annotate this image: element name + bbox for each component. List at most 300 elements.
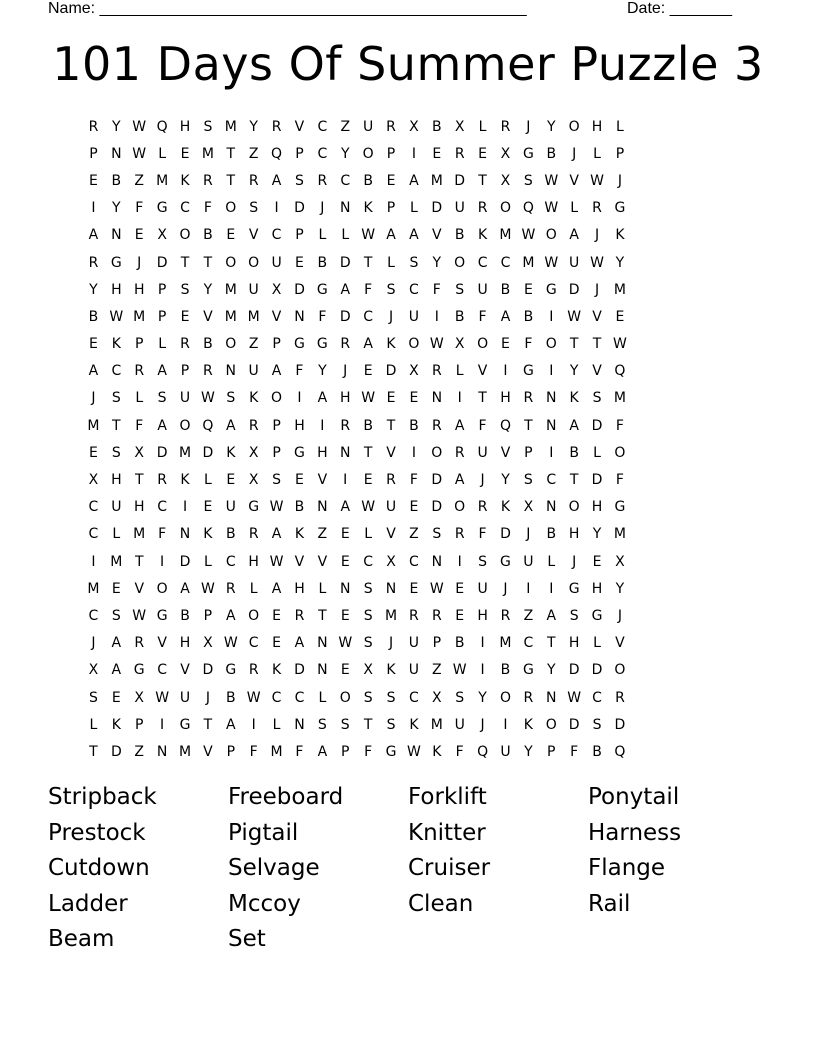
grid-letter: X [248,444,259,461]
grid-letter: P [524,444,533,461]
grid-letter: F [295,363,304,380]
grid-letter: D [110,743,122,760]
grid-letter: D [568,281,580,298]
grid-letter: V [592,308,602,325]
grid-letter: T [569,336,579,353]
grid-letter: S [455,281,465,298]
grid-letter: E [272,635,281,652]
grid-letter: L [318,689,327,706]
grid-letter: F [478,308,487,325]
grid-letter: R [248,417,259,434]
grid-row [82,249,742,276]
grid-letter: U [500,743,511,760]
grid-letter: R [592,200,602,217]
grid-letter: V [248,227,259,244]
grid-letter: A [454,472,465,489]
grid-letter: Z [248,145,259,162]
grid-letter: U [454,200,465,217]
grid-letter: C [363,308,374,325]
grid-letter: G [591,607,603,624]
grid-letter: V [134,580,145,597]
grid-letter: X [409,363,419,380]
grid-letter: D [339,254,351,271]
grid-letter: I [480,662,485,679]
grid-letter: H [294,417,305,434]
grid-letter: I [480,635,485,652]
grid-letter: E [386,390,396,407]
grid-letter: N [111,145,122,162]
grid-letter: E [134,227,144,244]
grid-letter: T [478,172,487,189]
grid-letter: J [91,635,96,652]
grid-row [82,195,742,222]
word-list-item: Cutdown [48,855,150,882]
grid-letter: R [500,118,511,135]
grid-letter: N [111,227,122,244]
grid-letter: V [180,662,190,679]
grid-letter: E [89,172,98,189]
grid-letter: W [200,580,215,597]
grid-letter: S [386,716,396,733]
grid-letter: P [547,743,556,760]
grid-letter: N [294,308,305,325]
grid-letter: Z [317,526,328,543]
grid-letter: R [271,118,282,135]
grid-letter: P [272,336,281,353]
grid-letter: L [272,716,281,733]
grid-letter: K [432,743,442,760]
word-list-item: Cruiser [408,855,491,882]
grid-letter: V [592,363,602,380]
grid-letter: F [570,743,579,760]
grid-letter: S [157,390,167,407]
grid-letter: M [110,553,123,570]
grid-letter: B [363,417,373,434]
grid-letter: X [248,472,259,489]
grid-letter: N [156,743,168,760]
grid-letter: S [111,444,121,461]
grid-letter: K [271,662,282,679]
grid-letter: J [205,689,210,706]
grid-letter: L [318,227,327,244]
grid-letter: R [225,580,236,597]
grid-letter: G [522,363,534,380]
grid-letter: Y [112,118,121,135]
grid-letter: K [249,390,259,407]
grid-letter: Y [112,200,121,217]
grid-letter: Y [546,662,556,679]
grid-letter: S [363,635,373,652]
grid-letter: W [544,254,559,271]
grid-letter: Z [432,662,442,679]
grid-letter: Q [477,743,489,760]
grid-letter: O [454,254,466,271]
grid-letter: D [591,662,603,679]
grid-letter: Z [523,607,534,624]
grid-letter: K [203,526,213,543]
grid-letter: H [500,390,511,407]
name-field-label: Name: ________________________________________________ [48,0,527,17]
grid-letter: N [317,499,328,516]
grid-row [82,630,742,657]
grid-letter: O [225,200,237,217]
grid-letter: S [523,172,533,189]
grid-letter: L [158,145,167,162]
grid-letter: R [477,499,488,516]
grid-letter: H [111,472,122,489]
grid-letter: L [135,390,144,407]
grid-letter: W [200,390,215,407]
grid-letter: X [500,172,511,189]
grid-letter: X [134,689,145,706]
grid-letter: E [226,472,236,489]
grid-row [82,113,742,140]
grid-letter: I [411,145,416,162]
grid-row [82,521,742,548]
grid-letter: S [363,689,373,706]
grid-letter: R [500,607,511,624]
grid-letter: E [409,390,419,407]
grid-row [82,711,742,738]
grid-letter: P [157,308,167,325]
word-list-item: Ponytail [588,784,680,810]
grid-letter: T [546,635,556,652]
grid-letter: D [385,363,397,380]
grid-letter: S [272,472,282,489]
grid-letter: Z [134,743,145,760]
grid-letter: C [271,689,282,706]
grid-letter: J [320,200,325,217]
grid-letter: E [180,308,190,325]
grid-letter: C [180,200,190,217]
grid-letter: O [454,499,466,516]
grid-letter: L [203,553,212,570]
grid-letter: D [202,444,214,461]
grid-letter: O [248,607,260,624]
grid-row [82,385,742,412]
grid-letter: T [524,417,533,434]
grid-letter: H [248,553,259,570]
grid-letter: A [546,607,557,624]
grid-letter: L [410,200,418,217]
grid-letter: U [477,444,488,461]
grid-letter: U [477,580,488,597]
grid-letter: C [409,281,419,298]
grid-letter: W [361,499,376,516]
grid-letter: P [386,200,396,217]
grid-letter: M [499,227,512,244]
grid-letter: O [408,336,420,353]
grid-letter: Q [271,145,283,162]
grid-letter: I [160,553,165,570]
grid-letter: H [591,580,603,597]
grid-letter: A [317,743,328,760]
grid-letter: A [409,227,419,244]
grid-letter: C [271,227,282,244]
grid-letter: D [568,662,580,679]
grid-letter: E [363,363,373,380]
grid-letter: O [225,336,237,353]
grid-letter: G [545,281,557,298]
grid-letter: R [409,607,419,624]
grid-letter: P [226,743,236,760]
grid-letter: U [179,390,191,407]
grid-letter: D [431,200,443,217]
grid-letter: E [340,662,350,679]
grid-letter: V [271,308,282,325]
grid-letter: L [203,472,212,489]
grid-letter: B [88,308,99,325]
grid-letter: L [547,553,556,570]
grid-letter: N [431,390,443,407]
grid-letter: C [248,635,259,652]
grid-letter: L [89,716,98,733]
grid-letter: N [317,662,328,679]
grid-letter: F [615,472,624,489]
grid-letter: Q [614,363,626,380]
grid-row [82,412,742,439]
grid-letter: S [226,390,236,407]
grid-letter: S [111,390,121,407]
grid-letter: Z [340,118,351,135]
grid-letter: A [500,308,511,325]
grid-letter: R [615,689,625,706]
grid-letter: R [134,363,145,380]
grid-letter: C [523,635,534,652]
grid-letter: J [343,363,348,380]
word-list-item: Freeboard [228,784,344,810]
grid-letter: S [592,716,602,733]
grid-letter: U [408,635,420,652]
grid-letter: W [429,336,444,353]
word-list [48,780,768,958]
grid-letter: E [592,553,602,570]
grid-letter: Y [340,145,350,162]
grid-letter: B [225,689,236,706]
grid-letter: U [408,662,420,679]
grid-letter: W [590,254,604,271]
grid-letter: X [454,336,465,353]
grid-letter: J [137,254,142,271]
word-list-item: Harness [588,819,682,846]
grid-letter: G [500,553,511,570]
grid-letter: P [135,336,144,353]
grid-letter: N [179,526,191,543]
grid-letter: H [179,635,191,652]
grid-letter: U [111,499,122,516]
grid-letter: M [247,308,260,325]
grid-letter: B [500,281,511,298]
grid-letter: R [248,526,259,543]
grid-letter: T [180,254,190,271]
grid-letter: R [454,526,465,543]
grid-letter: Y [318,363,327,380]
grid-letter: V [500,444,511,461]
grid-letter: D [156,444,168,461]
grid-letter: O [545,336,557,353]
grid-letter: S [455,689,465,706]
grid-letter: X [88,472,99,489]
grid-letter: R [294,607,305,624]
grid-letter: O [499,689,511,706]
grid-letter: D [431,499,443,516]
grid-letter: A [363,336,373,353]
grid-row [82,738,742,765]
grid-letter: L [593,635,601,652]
grid-letter: J [526,118,531,135]
grid-letter: G [522,145,534,162]
grid-letter: Z [248,336,259,353]
grid-letter: N [546,417,557,434]
grid-letter: W [544,200,559,217]
grid-letter: K [363,200,373,217]
grid-letter: V [157,635,167,652]
grid-letter: A [226,417,236,434]
grid-letter: D [591,472,603,489]
grid-letter: P [295,227,304,244]
grid-letter: I [503,363,508,380]
grid-letter: T [386,417,396,434]
grid-letter: S [340,716,350,733]
grid-letter: R [454,444,465,461]
grid-letter: O [499,200,511,217]
grid-letter: G [156,607,168,624]
grid-letter: E [455,607,465,624]
grid-letter: T [203,716,213,733]
grid-letter: F [364,281,373,298]
grid-letter: N [385,580,397,597]
grid-letter: V [317,553,328,570]
grid-letter: X [88,662,99,679]
grid-letter: Z [409,526,419,543]
grid-row [82,575,742,602]
grid-letter: R [203,363,213,380]
grid-letter: U [408,308,420,325]
grid-letter: A [454,417,465,434]
grid-letter: W [590,172,604,189]
grid-letter: L [341,227,350,244]
grid-letter: R [340,336,351,353]
grid-letter: B [454,227,465,244]
grid-letter: O [248,254,260,271]
grid-letter: H [339,390,351,407]
grid-letter: E [340,553,350,570]
grid-letter: W [155,689,170,706]
grid-letter: A [386,227,396,244]
grid-letter: X [432,689,442,706]
grid-letter: I [549,363,554,380]
letter-grid [82,113,742,766]
grid-letter: E [89,444,98,461]
grid-letter: W [567,689,582,706]
grid-letter: N [340,200,351,217]
grid-letter: K [111,716,121,733]
grid-letter: A [569,417,579,434]
grid-row [82,684,742,711]
grid-letter: B [317,254,328,271]
grid-letter: E [272,607,281,624]
grid-letter: G [133,662,145,679]
grid-letter: R [454,145,465,162]
grid-letter: U [363,118,374,135]
grid-letter: S [89,689,98,706]
grid-letter: Q [522,200,534,217]
grid-letter: E [615,308,625,325]
grid-letter: L [593,444,601,461]
grid-letter: I [503,716,508,733]
grid-letter: X [363,662,373,679]
grid-letter: E [432,145,442,162]
grid-letter: R [431,363,442,380]
grid-letter: G [179,716,191,733]
grid-letter: K [386,662,396,679]
grid-letter: T [89,743,98,760]
grid-letter: V [569,172,579,189]
grid-letter: I [182,499,188,516]
grid-letter: N [317,635,328,652]
grid-letter: X [271,281,282,298]
grid-letter: M [270,743,283,760]
word-list-item: Set [228,926,266,953]
grid-letter: W [246,689,261,706]
grid-letter: F [615,417,624,434]
grid-letter: A [157,363,167,380]
grid-letter: U [179,689,191,706]
grid-row [82,276,742,303]
grid-letter: W [567,308,582,325]
grid-letter: A [271,363,282,380]
grid-letter: X [454,118,465,135]
grid-letter: R [180,336,190,353]
grid-letter: L [318,580,327,597]
grid-row [82,167,742,194]
grid-letter: S [523,472,533,489]
grid-letter: M [224,281,237,298]
grid-letter: I [320,417,325,434]
grid-letter: Y [592,526,602,543]
grid-letter: R [203,172,213,189]
grid-letter: H [591,499,603,516]
grid-letter: X [134,444,145,461]
grid-letter: V [386,444,396,461]
grid-letter: C [225,553,236,570]
grid-row [82,303,742,330]
grid-letter: D [156,254,168,271]
grid-letter: I [457,390,462,407]
header [48,0,740,20]
grid-letter: I [457,553,462,570]
grid-letter: W [406,743,421,760]
grid-letter: D [294,281,305,298]
grid-letter: N [225,363,237,380]
grid-letter: B [363,172,373,189]
grid-letter: C [88,526,99,543]
grid-letter: I [251,716,256,733]
grid-letter: R [248,172,259,189]
grid-letter: S [478,553,488,570]
grid-letter: M [499,635,512,652]
grid-letter: V [294,553,305,570]
word-list-item: Mccoy [228,890,301,917]
grid-letter: L [364,526,373,543]
grid-letter: X [500,145,511,162]
grid-letter: D [202,662,214,679]
grid-letter: A [226,607,236,624]
grid-letter: I [549,308,554,325]
grid-letter: B [454,308,465,325]
grid-letter: N [546,689,557,706]
grid-letter: D [339,308,351,325]
